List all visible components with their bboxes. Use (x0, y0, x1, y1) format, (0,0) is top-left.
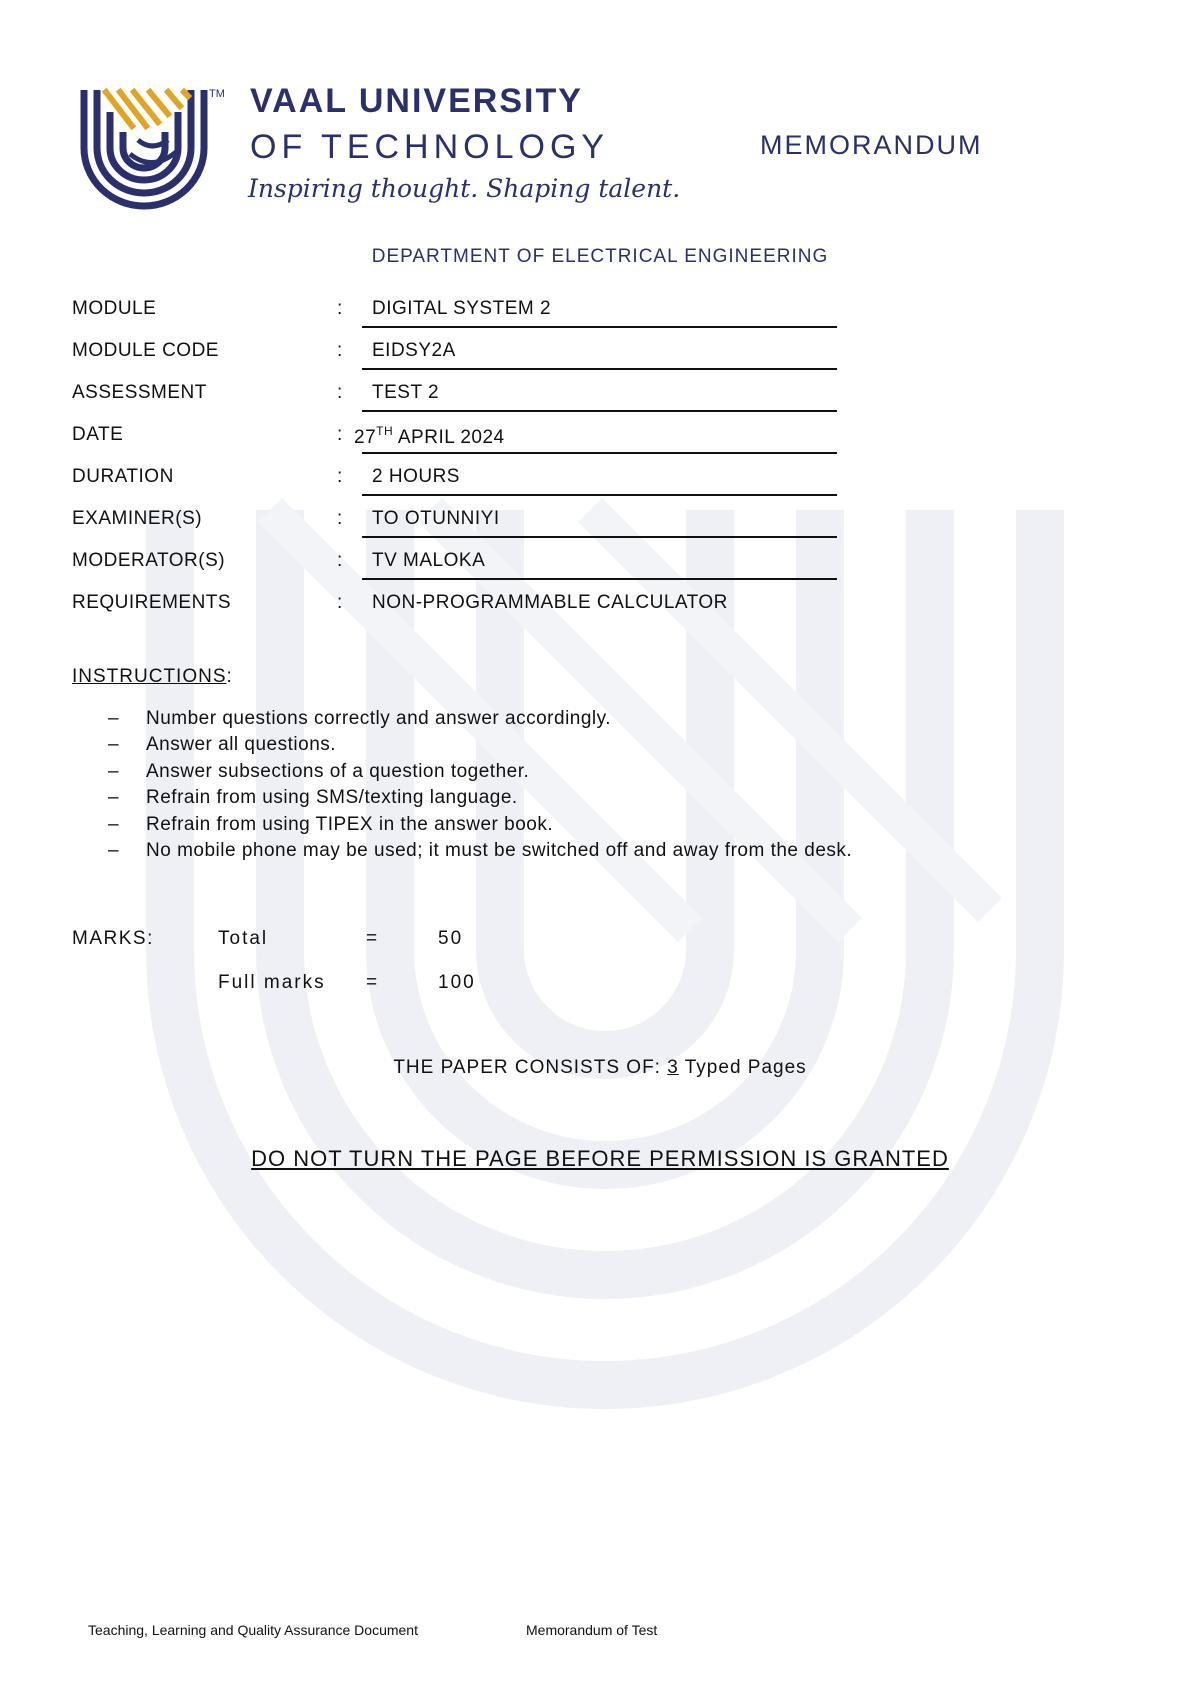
instructions-heading-colon: : (226, 666, 233, 687)
info-value: DIGITAL SYSTEM 2 (372, 298, 552, 319)
marks-equals: = (366, 928, 380, 949)
info-colon: : (337, 424, 343, 445)
instruction-text: Refrain from using SMS/texting language. (146, 787, 518, 809)
dash-bullet: – (108, 813, 120, 835)
info-colon: : (337, 340, 343, 361)
info-value: TEST 2 (372, 382, 440, 403)
info-underline (362, 452, 837, 454)
info-row-requirements (72, 584, 832, 624)
info-row-module (72, 290, 832, 330)
university-name-line2: OF TECHNOLOGY (250, 128, 610, 166)
info-label: MODERATOR(S) (72, 550, 226, 571)
info-value-date (354, 424, 505, 449)
info-label: REQUIREMENTS (72, 592, 232, 613)
footer-document-title: Memorandum of Test (526, 1622, 658, 1638)
dash-bullet: – (108, 760, 120, 782)
dash-bullet: – (108, 708, 120, 729)
marks-total-value: 50 (438, 928, 464, 949)
info-row-moderators (72, 542, 832, 582)
info-label: DATE (72, 424, 124, 445)
date-suffix: TH (376, 424, 394, 438)
marks-full-value: 100 (438, 972, 476, 993)
info-colon: : (337, 298, 343, 319)
info-underline (362, 326, 837, 328)
info-underline (362, 494, 837, 496)
info-underline (362, 536, 837, 538)
info-underline (362, 410, 837, 412)
marks-total-row (218, 928, 618, 958)
pages-count: 3 (667, 1057, 679, 1078)
info-colon: : (337, 508, 343, 529)
vut-shield-icon (72, 82, 222, 210)
info-value: TO OTUNNIYI (372, 508, 500, 529)
instruction-text: Answer all questions. (146, 734, 337, 756)
instruction-text: No mobile phone may be used; it must be switched off and away from the desk. (146, 839, 853, 861)
marks-full-row (218, 972, 618, 1002)
dash-bullet: – (108, 787, 120, 809)
department-heading: DEPARTMENT OF ELECTRICAL ENGINEERING (371, 246, 829, 267)
info-label: MODULE (72, 298, 157, 319)
trademark-mark: TM (209, 88, 225, 100)
university-name-line1: VAAL UNIVERSITY (250, 82, 583, 120)
info-colon: : (337, 592, 343, 613)
info-colon: : (337, 466, 343, 487)
instructions-heading (72, 666, 233, 688)
marks-label: MARKS: (72, 928, 154, 949)
dash-bullet: – (108, 734, 120, 756)
date-day: 27 (354, 427, 377, 448)
date-rest: APRIL 2024 (393, 427, 505, 448)
info-value: 2 HOURS (372, 466, 460, 487)
info-colon: : (337, 382, 343, 403)
instruction-text: Number questions correctly and answer accordingly. (146, 708, 612, 729)
info-row-module-code (72, 332, 832, 372)
info-label: ASSESSMENT (72, 382, 207, 403)
page-count-statement (0, 1057, 1200, 1079)
instruction-text: Answer subsections of a question together. (146, 760, 530, 782)
info-colon: : (337, 550, 343, 571)
pages-prefix: THE PAPER CONSISTS OF: (393, 1057, 668, 1078)
marks-equals: = (366, 972, 380, 993)
permission-warning: DO NOT TURN THE PAGE BEFORE PERMISSION IS GRANTED (251, 1146, 949, 1171)
pages-suffix: Typed Pages (678, 1057, 807, 1078)
info-value: NON-PROGRAMMABLE CALCULATOR (372, 592, 728, 613)
info-row-assessment (72, 374, 832, 414)
instructions-heading-text: INSTRUCTIONS (72, 666, 227, 687)
info-label: DURATION (72, 466, 174, 487)
marks-total-label: Total (218, 928, 269, 949)
info-row-duration (72, 458, 832, 498)
instruction-text: Refrain from using TIPEX in the answer book. (146, 813, 554, 835)
info-value: EIDSY2A (372, 340, 456, 361)
university-logo (72, 82, 681, 210)
marks-full-label: Full marks (218, 972, 326, 993)
info-value: TV MALOKA (372, 550, 486, 571)
info-label: EXAMINER(S) (72, 508, 203, 529)
footer-document-type: Teaching, Learning and Quality Assurance Document (88, 1622, 418, 1638)
university-tagline: Inspiring thought. Shaping talent. (248, 174, 681, 203)
info-underline (362, 578, 837, 580)
info-label: MODULE CODE (72, 340, 219, 361)
info-row-examiners (72, 500, 832, 540)
info-underline (362, 368, 837, 370)
document-type-title: MEMORANDUM (760, 130, 983, 160)
info-row-date (72, 416, 832, 456)
dash-bullet: – (108, 839, 120, 861)
